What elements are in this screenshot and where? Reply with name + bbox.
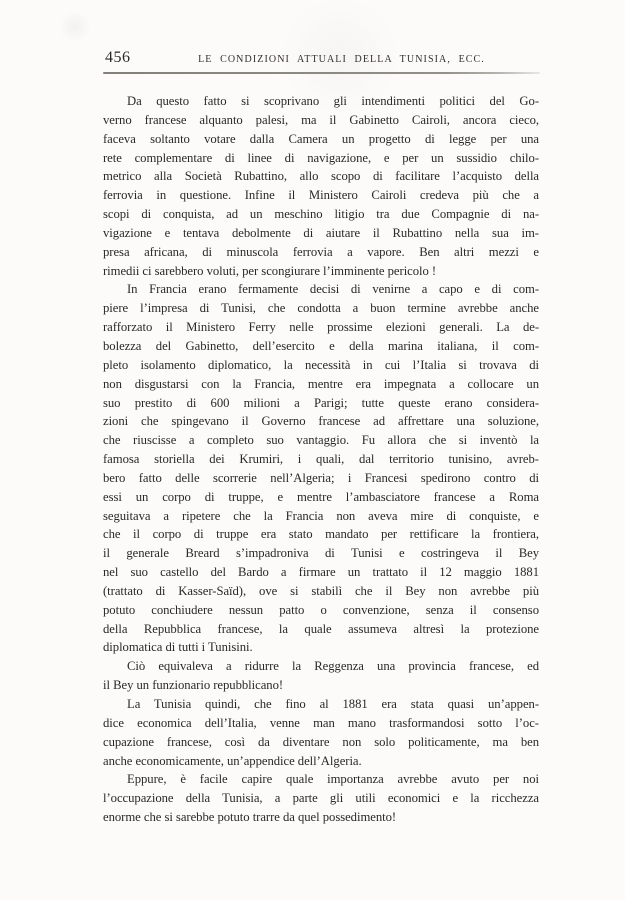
text-line: anche economicamente, un’appendice dell’Algeria.: [103, 753, 362, 768]
text-line: famosa storiella dei Krumiri, i quali, dal territorio tunisino, avreb-: [103, 452, 539, 467]
text-line: Ciò equivaleva a ridurre la Reggenza una provincia francese, ed: [127, 659, 539, 674]
text-line: bolezza del Gabinetto, dell’esercito e della marina italiana, il com-: [103, 338, 539, 353]
text-line: che riuscisse a completo suo vantaggio. Fu allora che si inventò la: [103, 433, 539, 448]
text-line: il Bey un funzionario repubblicano!: [103, 678, 284, 693]
text-line: suo prestito di 600 milioni a Parigi; tutte queste erano considera-: [103, 395, 539, 410]
text-line: potuto conchiudere nessun patto o convenzione, senza il consenso: [103, 602, 539, 617]
text-line: pleto isolamento diplomatico, la necessità in cui l’Italia si trovava di: [103, 357, 539, 372]
text-line: faceva soltanto votare dalla Camera un progetto di legge per una: [103, 131, 539, 146]
text-line: rafforzato il Ministero Ferry nelle prossime elezioni generali. La de-: [103, 320, 539, 335]
text-line: (trattato di Kasser-Saïd), ove si stabilì che il Bey non avrebbe più: [103, 583, 539, 598]
header-rule: [103, 72, 540, 74]
text-line: rimedii ci sarebbero voluti, per scongiurare l’imminente pericolo !: [103, 263, 437, 278]
page-body: [103, 92, 539, 827]
text-line: della Repubblica francese, la quale assumeva altresì la protezione: [103, 621, 539, 636]
text-line: presa africana, di minuscola ferrovia a vapore. Ben altri mezzi e: [103, 244, 539, 259]
page-header: [103, 49, 540, 69]
running-title: LE CONDIZIONI ATTUALI DELLA TUNISIA, ECC.: [198, 54, 485, 65]
paragraph: [103, 280, 539, 657]
text-line: Da questo fatto si scoprivano gli intendimenti politici del Go-: [127, 94, 539, 108]
text-line: bero fatto delle scorrerie nell’Algeria; i Francesi spedirono contro di: [103, 470, 539, 485]
text-line: che il corpo di truppe era stato mandato per rettificare la frontiera,: [103, 527, 539, 542]
text-line: diplomatica di tutti i Tunisini.: [103, 640, 253, 655]
text-line: In Francia erano fermamente decisi di venirne a capo e di com-: [127, 282, 539, 297]
text-line: rete complementare di linee di navigazione, e per un sussidio chilo-: [103, 150, 539, 165]
text-line: metrico alla Società Rubattino, allo scopo di facilitare l’acquisto della: [103, 169, 539, 184]
text-line: Eppure, è facile capire quale importanza avrebbe avuto per noi: [127, 772, 539, 787]
page-number: 456: [105, 49, 131, 66]
text-line: l’occupazione della Tunisia, a parte gli utili economici e la ricchezza: [103, 791, 539, 806]
text-line: La Tunisia quindi, che fino al 1881 era stata quasi un’appen-: [127, 697, 539, 711]
text-line: seguitava a ripetere che la Francia non aveva mire di conquiste, e: [103, 508, 539, 523]
paragraph: [103, 657, 539, 695]
text-line: enorme che si sarebbe potuto trarre da quel possedimento!: [103, 810, 397, 825]
text-line: vigazione e tentava debolmente di aiutare il Rubattino nella sua im-: [103, 225, 539, 240]
text-line: cupazione francese, così da diventare non solo politicamente, ma ben: [103, 734, 539, 749]
text-line: essi un corpo di truppe, e mentre l’ambasciatore francese a Roma: [103, 489, 539, 504]
text-line: ferrovia in questione. Infine il Ministero Cairoli credeva più che a: [103, 188, 539, 203]
paragraph: [103, 92, 539, 280]
text-line: piere l’impresa di Tunisi, che condotta a buon termine avrebbe anche: [103, 301, 539, 316]
text-line: non disgustarsi con la Francia, mentre era impegnata a collocare un: [103, 376, 539, 391]
paragraph: [103, 695, 539, 770]
text-line: dice economica dell’Italia, venne man mano trasformandosi sotto l’oc-: [103, 715, 539, 730]
text-line: zioni che spingevano il Governo francese ad affrettare una soluzione,: [103, 414, 539, 429]
text-line: nel suo castello del Bardo a firmare un trattato il 12 maggio 1881: [103, 565, 539, 580]
text-line: verno francese alquanto palesi, ma il Gabinetto Cairoli, ancora cieco,: [103, 112, 539, 127]
text-line: il generale Breard s’impadroniva di Tunisi e costringeva il Bey: [103, 546, 539, 561]
paragraph: [103, 770, 539, 827]
text-line: scopi di conquista, ad un meschino litigio tra due Compagnie di na-: [103, 207, 539, 222]
